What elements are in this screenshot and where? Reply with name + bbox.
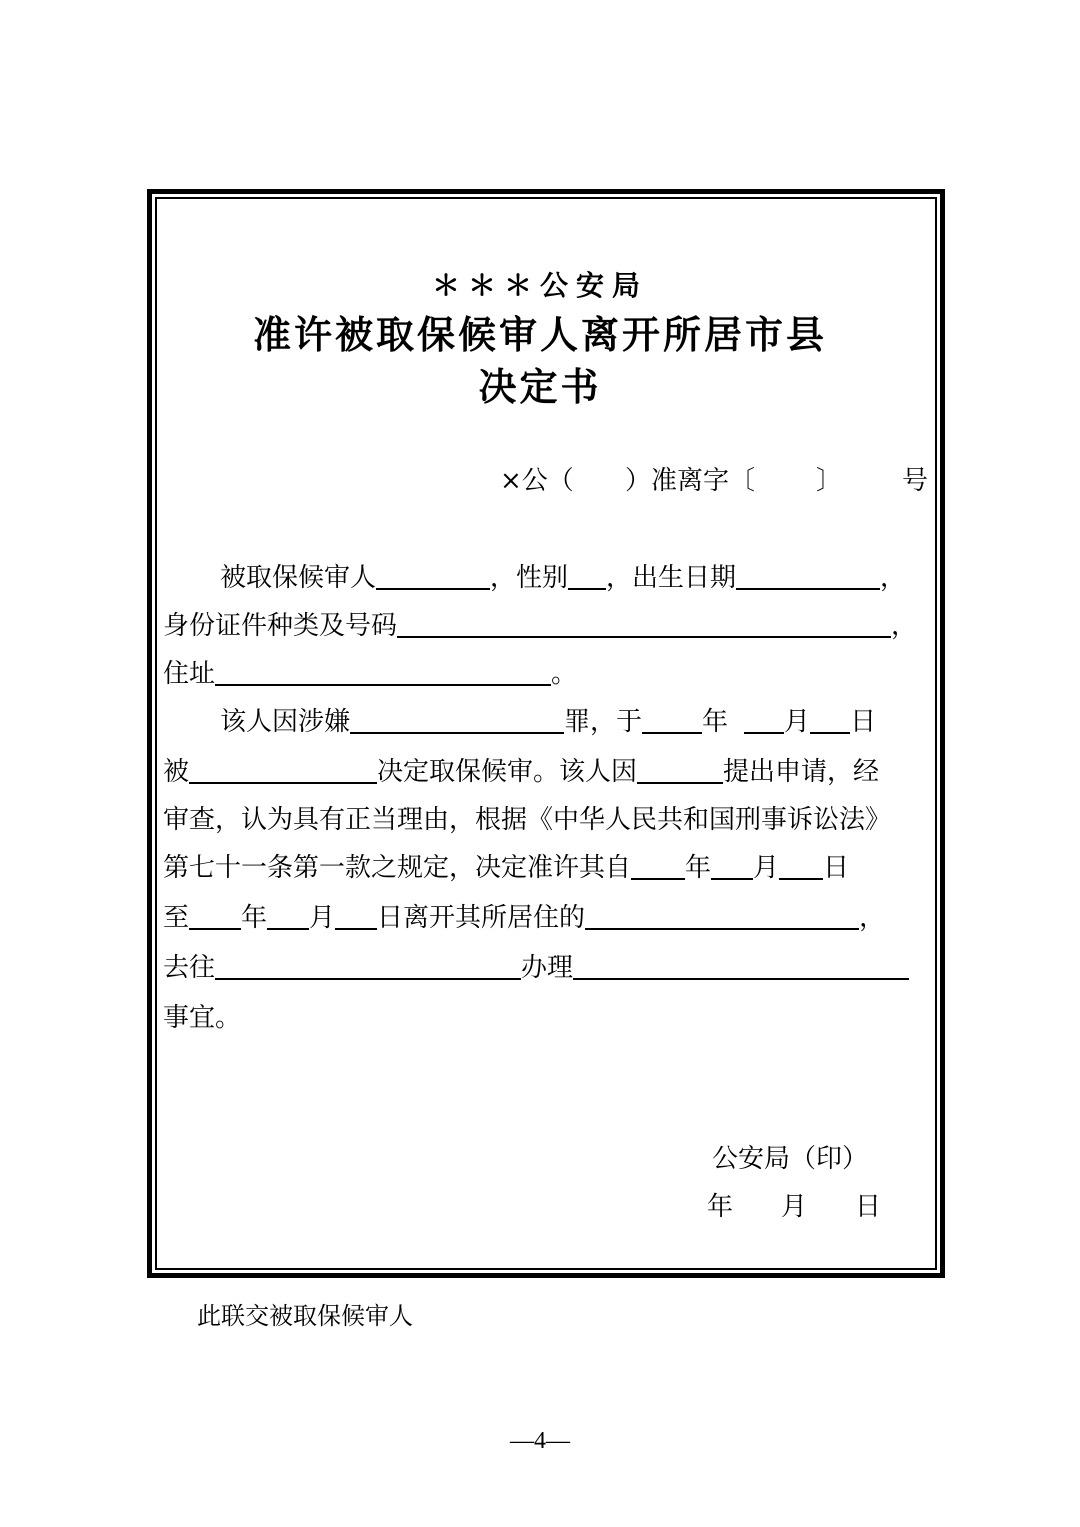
label-handle: 办理 xyxy=(521,953,574,983)
label-birth-date: ，出生日期 xyxy=(606,563,737,593)
label-application: 提出申请，经 xyxy=(723,757,880,787)
page-number: —4— xyxy=(510,1428,570,1454)
label-gender: ，性别 xyxy=(490,563,569,593)
label-by: 被 xyxy=(163,757,190,787)
label-leave-residence: 日离开其所居住的 xyxy=(377,903,586,933)
doc-number-suffix: 号 xyxy=(902,466,929,496)
sig-day: 日 xyxy=(855,1192,882,1222)
body-line-8 xyxy=(163,898,885,938)
blank-start-year xyxy=(631,848,685,880)
punct-period: 。 xyxy=(551,659,578,689)
body-line-1 xyxy=(220,558,906,598)
blank-month xyxy=(744,702,784,734)
body-line-10: 事宜。 xyxy=(163,1003,242,1033)
body-line-2 xyxy=(163,606,917,646)
blank-address xyxy=(215,654,551,686)
label-month: 月 xyxy=(309,903,336,933)
blank-end-month xyxy=(267,898,309,930)
copy-note: 此联交被取保候审人 xyxy=(197,1302,413,1330)
blank-start-day xyxy=(779,848,823,880)
body-line-6: 审查，认为具有正当理由，根据《中华人民共和国刑事诉讼法》 xyxy=(163,805,892,835)
blank-crime xyxy=(350,702,564,734)
sig-year: 年 xyxy=(707,1192,734,1222)
label-day: 日 xyxy=(823,853,850,883)
body-line-9 xyxy=(163,948,909,988)
label-to: 至 xyxy=(163,903,190,933)
document-title-line2: 决定书 xyxy=(478,364,602,409)
label-year: 年 xyxy=(241,903,268,933)
body-line-5 xyxy=(163,752,879,792)
blank-year xyxy=(642,702,702,734)
blank-gender xyxy=(568,558,606,590)
doc-number-close: 〕 xyxy=(816,466,843,496)
blank-end-day xyxy=(335,898,377,930)
body-line-3 xyxy=(163,654,577,694)
blank-deciding-authority xyxy=(189,752,377,784)
label-year: 年 xyxy=(702,707,729,737)
label-id-type-number: 身份证件种类及号码 xyxy=(163,611,398,641)
label-month: 月 xyxy=(784,707,811,737)
body-line-4 xyxy=(220,702,876,742)
label-crime-on: 罪，于 xyxy=(564,707,643,737)
label-destination: 去往 xyxy=(163,953,216,983)
body-line-7 xyxy=(163,848,849,888)
blank-suspect-name xyxy=(376,558,490,590)
blank-start-month xyxy=(711,848,753,880)
label-bail-decided: 决定取保候审。该人因 xyxy=(377,757,638,787)
label-address: 住址 xyxy=(163,659,216,689)
blank-end-year xyxy=(189,898,241,930)
label-year: 年 xyxy=(685,853,712,883)
punct-comma: ， xyxy=(859,903,886,933)
label-month: 月 xyxy=(753,853,780,883)
document-title-line1: 准许被取保候审人离开所居市县 xyxy=(252,312,827,357)
blank-day xyxy=(810,702,850,734)
label-suspect: 被取保候审人 xyxy=(220,563,377,593)
label-suspected-of: 该人因涉嫌 xyxy=(220,707,351,737)
doc-number-prefix: ×公（ xyxy=(500,466,574,496)
punct-comma: ， xyxy=(891,611,918,641)
doc-number-mid: ）准离字〔 xyxy=(625,466,756,496)
label-article: 第七十一条第一款之规定，决定准许其自 xyxy=(163,853,632,883)
blank-birth-date xyxy=(736,558,880,590)
blank-residence-city xyxy=(585,898,859,930)
label-day: 日 xyxy=(850,707,877,737)
signature-date xyxy=(707,1186,881,1223)
blank-destination xyxy=(215,948,521,980)
issuing-authority-seal: 公安局（印） xyxy=(712,1144,869,1174)
punct-comma: ， xyxy=(880,563,907,593)
blank-reason xyxy=(637,752,723,784)
blank-id-number xyxy=(397,606,891,638)
blank-matter xyxy=(573,948,909,980)
sig-month: 月 xyxy=(781,1192,808,1222)
agency-name: ＊＊＊公安局 xyxy=(431,269,648,302)
